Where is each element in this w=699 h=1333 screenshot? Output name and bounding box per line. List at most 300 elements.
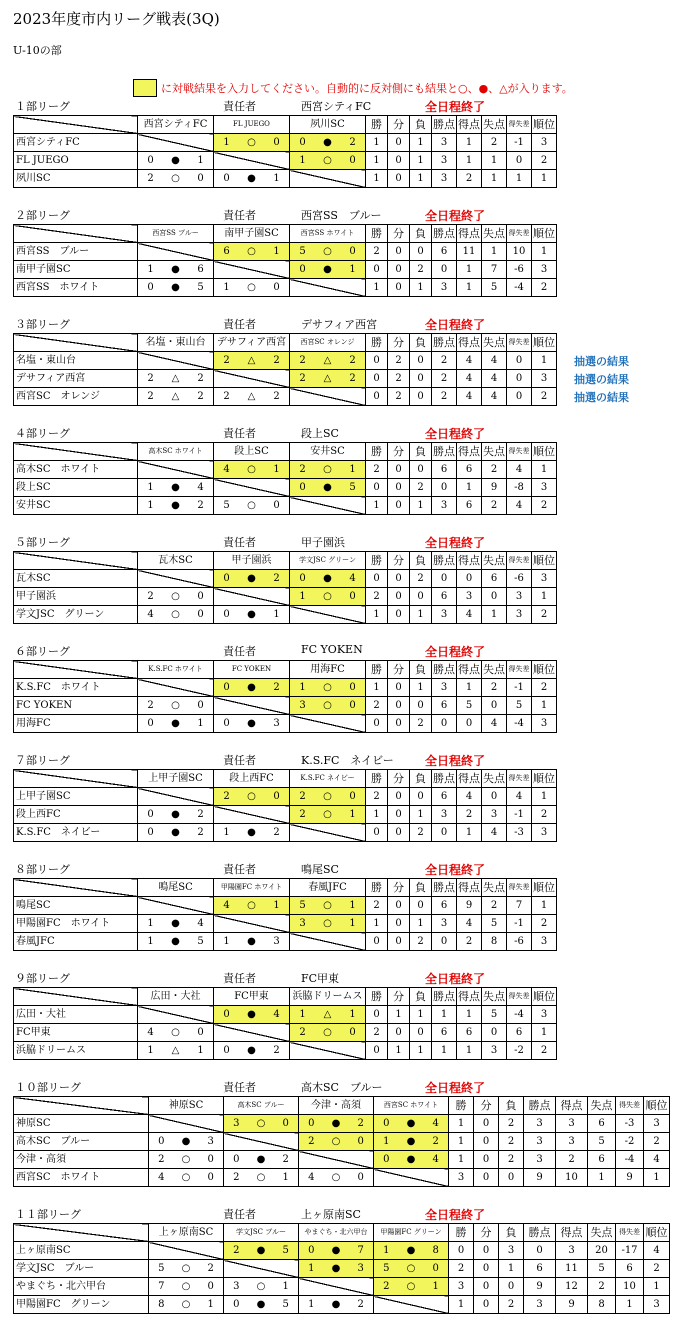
stat-value: 0 xyxy=(388,261,410,279)
score-for: 2 xyxy=(223,391,230,402)
result-mark: ● xyxy=(247,682,256,693)
stat-value: 1 xyxy=(366,170,388,188)
score-for: 0 xyxy=(223,1009,230,1020)
score-for: 2 xyxy=(383,1281,390,1292)
stat-value: 1 xyxy=(366,806,388,824)
stat-header: 順位 xyxy=(532,443,557,461)
league-name: １０部リーグ xyxy=(15,1081,81,1094)
match-result-cell[interactable] xyxy=(299,1115,374,1133)
stat-value: 2 xyxy=(499,1133,524,1151)
stat-value: 0 xyxy=(432,824,457,842)
table-row xyxy=(14,824,557,842)
table-row xyxy=(14,352,557,370)
stat-value: 2 xyxy=(449,1260,474,1278)
stat-value: 0 xyxy=(432,479,457,497)
stat-header: 勝点 xyxy=(432,770,457,788)
stat-value: 0 xyxy=(410,1024,432,1042)
stat-value: 1 xyxy=(532,170,557,188)
match-result-cell[interactable] xyxy=(214,352,290,370)
team-name: 甲子園浜 xyxy=(14,588,138,606)
stat-value: 0 xyxy=(410,352,432,370)
table-row xyxy=(14,915,557,933)
match-result-cell[interactable] xyxy=(374,1260,449,1278)
stat-value: 0 xyxy=(388,570,410,588)
stat-value: 0 xyxy=(388,152,410,170)
team-name: FC甲東 xyxy=(14,1024,138,1042)
match-result-cell[interactable] xyxy=(214,134,290,152)
score-for: 1 xyxy=(299,591,306,602)
score-for: 0 xyxy=(308,1245,315,1256)
opponent-header: 学文JSC グリーン xyxy=(290,552,366,570)
stat-header: 勝 xyxy=(366,661,388,679)
result-mark: ○ xyxy=(247,500,256,511)
stat-value: 0 xyxy=(388,606,410,624)
stat-header: 分 xyxy=(388,443,410,461)
league-header xyxy=(13,1079,699,1096)
stat-value: 6 xyxy=(432,1024,457,1042)
stat-value: 4 xyxy=(507,461,532,479)
stat-header: 分 xyxy=(388,225,410,243)
result-mark: ○ xyxy=(256,1281,266,1292)
stat-value: -3 xyxy=(507,824,532,842)
stat-header: 失点 xyxy=(588,1224,616,1242)
match-result-cell[interactable] xyxy=(214,788,290,806)
stat-value: 1 xyxy=(449,1115,474,1133)
stat-value: 1 xyxy=(366,134,388,152)
match-result-cell xyxy=(214,606,290,624)
stat-header: 勝点 xyxy=(524,1224,556,1242)
table-row xyxy=(14,1169,670,1187)
match-result-cell xyxy=(138,261,214,279)
stat-value: 1 xyxy=(410,806,432,824)
corner-cell xyxy=(14,879,138,897)
lottery-note: 抽選の結果 xyxy=(574,373,629,386)
score-for: 0 xyxy=(308,1118,315,1129)
score-for: 5 xyxy=(299,900,306,911)
stat-header: 分 xyxy=(388,770,410,788)
team-name: 上甲子園SC xyxy=(14,788,138,806)
stat-header: 順位 xyxy=(532,116,557,134)
stat-value: -4 xyxy=(507,279,532,297)
stat-value: -8 xyxy=(507,479,532,497)
table-row xyxy=(14,697,557,715)
stat-value: 3 xyxy=(556,1115,588,1133)
score-against: 1 xyxy=(432,1281,439,1292)
stat-header: 失点 xyxy=(482,116,507,134)
match-result-cell[interactable] xyxy=(290,897,366,915)
score-for: 4 xyxy=(147,1027,154,1038)
stat-value: 1 xyxy=(588,1169,616,1187)
stat-value: 1 xyxy=(457,1006,482,1024)
score-against: 2 xyxy=(349,137,356,148)
score-against: 2 xyxy=(207,1263,214,1274)
match-result-cell xyxy=(138,170,214,188)
stat-value: 3 xyxy=(532,824,557,842)
score-for: 1 xyxy=(147,500,154,511)
stat-value: 6 xyxy=(432,788,457,806)
score-for: 5 xyxy=(158,1263,165,1274)
result-mark: ● xyxy=(171,718,180,729)
team-name: 広田・大社 xyxy=(14,1006,138,1024)
league-table xyxy=(13,551,557,624)
match-result-cell xyxy=(149,1151,224,1169)
match-result-cell[interactable] xyxy=(290,588,366,606)
opponent-header: 名塩・東山台 xyxy=(138,334,214,352)
match-result-cell[interactable] xyxy=(214,570,290,588)
stat-value: 1 xyxy=(532,897,557,915)
table-row xyxy=(14,933,557,951)
stat-value: 2 xyxy=(482,134,507,152)
match-result-cell[interactable] xyxy=(224,1115,299,1133)
match-result-cell xyxy=(138,715,214,733)
opponent-header: 神原SC xyxy=(149,1097,224,1115)
stat-value: 0 xyxy=(366,352,388,370)
result-mark: ● xyxy=(331,1263,341,1274)
match-result-cell[interactable] xyxy=(290,352,366,370)
self-match-cell xyxy=(149,1242,224,1260)
score-against: 1 xyxy=(282,1281,289,1292)
match-result-cell xyxy=(138,933,214,951)
stat-value: 3 xyxy=(644,1296,670,1314)
score-for: 1 xyxy=(299,682,306,693)
score-for: 0 xyxy=(223,573,230,584)
responsible-label: 責任者 xyxy=(223,863,256,876)
stat-header: 負 xyxy=(410,879,432,897)
league-status: 全日程終了 xyxy=(425,1081,486,1095)
match-result-cell[interactable] xyxy=(299,1242,374,1260)
opponent-header: 安井SC xyxy=(290,443,366,461)
match-result-cell[interactable] xyxy=(374,1151,449,1169)
stat-value: 5 xyxy=(482,279,507,297)
corner-cell xyxy=(14,334,138,352)
stat-value: 0 xyxy=(388,679,410,697)
stat-value: 2 xyxy=(532,279,557,297)
match-result-cell[interactable] xyxy=(374,1242,449,1260)
match-result-cell[interactable] xyxy=(290,152,366,170)
score-for: 4 xyxy=(223,464,230,475)
stat-value: 1 xyxy=(457,824,482,842)
score-against: 0 xyxy=(273,137,280,148)
stat-value: 0 xyxy=(366,261,388,279)
stat-value: 2 xyxy=(482,497,507,515)
score-for: 2 xyxy=(147,700,154,711)
score-against: 4 xyxy=(273,1009,280,1020)
score-against: 2 xyxy=(349,373,356,384)
stat-value: 0 xyxy=(410,370,432,388)
score-for: 0 xyxy=(299,137,306,148)
result-mark: ○ xyxy=(181,1299,191,1310)
stat-header: 失点 xyxy=(482,225,507,243)
team-name: 安井SC xyxy=(14,497,138,515)
stat-value: 1 xyxy=(449,1133,474,1151)
match-result-cell[interactable] xyxy=(299,1260,374,1278)
opponent-header: 鳴尾SC xyxy=(138,879,214,897)
opponent-header: 甲子園浜 xyxy=(214,552,290,570)
stat-header: 得失差 xyxy=(616,1097,644,1115)
match-result-cell[interactable] xyxy=(374,1133,449,1151)
match-result-cell[interactable] xyxy=(290,461,366,479)
stat-value: 3 xyxy=(507,588,532,606)
stat-value: 2 xyxy=(532,679,557,697)
corner-cell xyxy=(14,116,138,134)
score-for: 0 xyxy=(223,609,230,620)
team-name: 甲陽園FC グリーン xyxy=(14,1296,149,1314)
stat-value: 5 xyxy=(482,1006,507,1024)
match-result-cell[interactable] xyxy=(290,697,366,715)
stat-value: 5 xyxy=(588,1260,616,1278)
match-result-cell[interactable] xyxy=(290,915,366,933)
result-mark: ○ xyxy=(323,900,332,911)
stat-header: 得失差 xyxy=(507,116,532,134)
table-row xyxy=(14,134,557,152)
match-result-cell[interactable] xyxy=(290,370,366,388)
stat-value: 0 xyxy=(507,352,532,370)
stat-value: 1 xyxy=(410,679,432,697)
corner-cell xyxy=(14,552,138,570)
match-result-cell[interactable] xyxy=(290,134,366,152)
match-result-cell[interactable] xyxy=(290,1024,366,1042)
match-result-cell[interactable] xyxy=(374,1115,449,1133)
stat-header: 得点 xyxy=(457,552,482,570)
stat-header: 得失差 xyxy=(507,225,532,243)
match-result-cell[interactable] xyxy=(224,1242,299,1260)
stat-header: 失点 xyxy=(482,770,507,788)
stat-value: 4 xyxy=(457,606,482,624)
score-against: 0 xyxy=(357,1136,364,1147)
responsible-label: 責任者 xyxy=(223,754,256,767)
match-result-cell[interactable] xyxy=(214,243,290,261)
stat-value: 3 xyxy=(432,679,457,697)
stat-value: 2 xyxy=(588,1278,616,1296)
stat-value: 1 xyxy=(410,497,432,515)
stat-value: 1 xyxy=(366,497,388,515)
stat-header: 負 xyxy=(410,443,432,461)
stat-value: 0 xyxy=(410,243,432,261)
stat-header: 順位 xyxy=(644,1097,670,1115)
stat-value: 0 xyxy=(474,1278,499,1296)
score-for: 2 xyxy=(299,791,306,802)
league-name: ５部リーグ xyxy=(15,536,70,549)
stat-header: 勝 xyxy=(366,879,388,897)
score-for: 1 xyxy=(147,918,154,929)
match-result-cell[interactable] xyxy=(290,261,366,279)
stat-header: 得点 xyxy=(457,334,482,352)
score-against: 4 xyxy=(432,1118,439,1129)
match-result-cell[interactable] xyxy=(299,1133,374,1151)
result-mark: ● xyxy=(406,1118,416,1129)
league-status: 全日程終了 xyxy=(425,427,486,441)
opponent-header: 段上SC xyxy=(214,443,290,461)
league-status: 全日程終了 xyxy=(425,536,486,550)
score-for: 5 xyxy=(383,1263,390,1274)
stat-header: 得点 xyxy=(457,879,482,897)
stat-header: 順位 xyxy=(532,661,557,679)
stat-value: 6 xyxy=(588,1115,616,1133)
stat-value: 8 xyxy=(482,933,507,951)
team-name: デサフィア西宮 xyxy=(14,370,138,388)
league-table xyxy=(13,1223,670,1314)
stat-value: 3 xyxy=(432,152,457,170)
score-against: 1 xyxy=(282,1172,289,1183)
stat-value: 3 xyxy=(524,1296,556,1314)
table-row xyxy=(14,715,557,733)
stat-value: 0 xyxy=(524,1242,556,1260)
match-result-cell[interactable] xyxy=(290,570,366,588)
match-result-cell[interactable] xyxy=(290,243,366,261)
self-match-cell xyxy=(224,1133,299,1151)
opponent-header: 上甲子園SC xyxy=(138,770,214,788)
stat-header: 得失差 xyxy=(616,1224,644,1242)
responsible-label: 責任者 xyxy=(223,100,256,113)
stat-value: 0 xyxy=(366,933,388,951)
result-mark: ● xyxy=(323,264,332,275)
stat-value: 4 xyxy=(457,370,482,388)
league-block xyxy=(13,861,699,951)
stat-value: 0 xyxy=(474,1242,499,1260)
result-mark: ● xyxy=(247,1045,256,1056)
result-mark: ○ xyxy=(171,700,180,711)
score-against: 0 xyxy=(207,1172,214,1183)
stat-header: 勝 xyxy=(366,988,388,1006)
score-against: 2 xyxy=(273,391,280,402)
result-mark: ● xyxy=(181,1136,191,1147)
self-match-cell xyxy=(138,679,214,697)
match-result-cell[interactable] xyxy=(290,806,366,824)
responsible-label: 責任者 xyxy=(223,1208,256,1221)
self-match-cell xyxy=(290,824,366,842)
match-result-cell[interactable] xyxy=(290,1006,366,1024)
result-mark: ● xyxy=(323,137,332,148)
stat-value: 0 xyxy=(388,461,410,479)
match-result-cell[interactable] xyxy=(214,461,290,479)
match-result-cell xyxy=(138,152,214,170)
opponent-header: K.S.FC ネイビー xyxy=(290,770,366,788)
stat-value: 3 xyxy=(532,479,557,497)
stat-value: 3 xyxy=(556,1242,588,1260)
result-mark: ○ xyxy=(247,282,256,293)
team-name: 西宮SS ホワイト xyxy=(14,279,138,297)
score-for: 8 xyxy=(158,1299,165,1310)
stat-value: 6 xyxy=(457,1024,482,1042)
score-against: 6 xyxy=(197,264,204,275)
match-result-cell xyxy=(138,388,214,406)
stat-header: 得点 xyxy=(556,1224,588,1242)
stat-value: 4 xyxy=(482,388,507,406)
score-against: 0 xyxy=(273,500,280,511)
result-mark: ● xyxy=(247,936,256,947)
league-block xyxy=(13,425,699,515)
league-status: 全日程終了 xyxy=(425,863,486,877)
stat-header: 得失差 xyxy=(507,552,532,570)
stat-header: 順位 xyxy=(532,334,557,352)
stat-header: 勝点 xyxy=(524,1097,556,1115)
opponent-header: 上ヶ原南SC xyxy=(149,1224,224,1242)
team-name: K.S.FC ネイビー xyxy=(14,824,138,842)
stat-header: 得点 xyxy=(556,1097,588,1115)
stat-value: 0 xyxy=(366,1042,388,1060)
match-result-cell[interactable] xyxy=(290,788,366,806)
lottery-note: 抽選の結果 xyxy=(574,391,629,404)
match-result-cell[interactable] xyxy=(374,1278,449,1296)
stat-value: 1 xyxy=(410,606,432,624)
result-mark: ● xyxy=(247,1009,256,1020)
self-match-cell xyxy=(214,1024,290,1042)
result-mark: ● xyxy=(171,827,180,838)
result-mark: ○ xyxy=(181,1263,191,1274)
stat-value: 0 xyxy=(410,388,432,406)
stat-header: 得点 xyxy=(457,770,482,788)
table-row xyxy=(14,1242,670,1260)
result-mark: ● xyxy=(406,1245,416,1256)
stat-value: 0 xyxy=(507,388,532,406)
stat-value: 6 xyxy=(432,697,457,715)
score-for: 0 xyxy=(147,809,154,820)
stat-value: 1 xyxy=(532,697,557,715)
stat-value: 2 xyxy=(366,1024,388,1042)
stat-header: 勝 xyxy=(366,225,388,243)
stat-value: 1 xyxy=(410,170,432,188)
match-result-cell[interactable] xyxy=(214,679,290,697)
score-against: 1 xyxy=(273,609,280,620)
table-row xyxy=(14,1024,557,1042)
score-for: 1 xyxy=(147,936,154,947)
score-against: 2 xyxy=(197,500,204,511)
table-row xyxy=(14,152,557,170)
stat-value: 10 xyxy=(556,1169,588,1187)
score-for: 2 xyxy=(147,173,154,184)
stat-value: 2 xyxy=(482,897,507,915)
self-match-cell xyxy=(138,1006,214,1024)
corner-cell xyxy=(14,988,138,1006)
score-against: 1 xyxy=(349,900,356,911)
self-match-cell xyxy=(138,788,214,806)
result-mark: △ xyxy=(171,391,180,402)
match-result-cell[interactable] xyxy=(214,1006,290,1024)
team-name: 名塩・東山台 xyxy=(14,352,138,370)
score-against: 0 xyxy=(197,591,204,602)
stat-header: 勝 xyxy=(449,1224,474,1242)
stat-value: 2 xyxy=(432,370,457,388)
corner-cell xyxy=(14,1224,149,1242)
opponent-header: 西宮SC オレンジ xyxy=(290,334,366,352)
self-match-cell xyxy=(224,1260,299,1278)
self-match-cell xyxy=(374,1169,449,1187)
league-name: ７部リーグ xyxy=(15,754,70,767)
table-row xyxy=(14,479,557,497)
stat-value: 1 xyxy=(449,1296,474,1314)
self-match-cell xyxy=(138,897,214,915)
stat-value: 0 xyxy=(410,697,432,715)
result-mark: ○ xyxy=(247,246,256,257)
result-mark: ● xyxy=(323,573,332,584)
stat-value: 0 xyxy=(449,1242,474,1260)
stat-value: 9 xyxy=(457,897,482,915)
match-result-cell[interactable] xyxy=(214,897,290,915)
stat-value: 2 xyxy=(366,897,388,915)
match-result-cell[interactable] xyxy=(290,479,366,497)
league-header xyxy=(13,534,699,551)
score-against: 1 xyxy=(273,246,280,257)
stat-header: 得失差 xyxy=(507,661,532,679)
result-mark: ● xyxy=(247,173,256,184)
stat-value: 3 xyxy=(432,497,457,515)
stat-value: 0 xyxy=(432,261,457,279)
opponent-header: 西宮シティFC xyxy=(138,116,214,134)
table-row xyxy=(14,1296,670,1314)
match-result-cell[interactable] xyxy=(290,679,366,697)
stat-value: 2 xyxy=(644,1260,670,1278)
stat-value: 1 xyxy=(482,606,507,624)
